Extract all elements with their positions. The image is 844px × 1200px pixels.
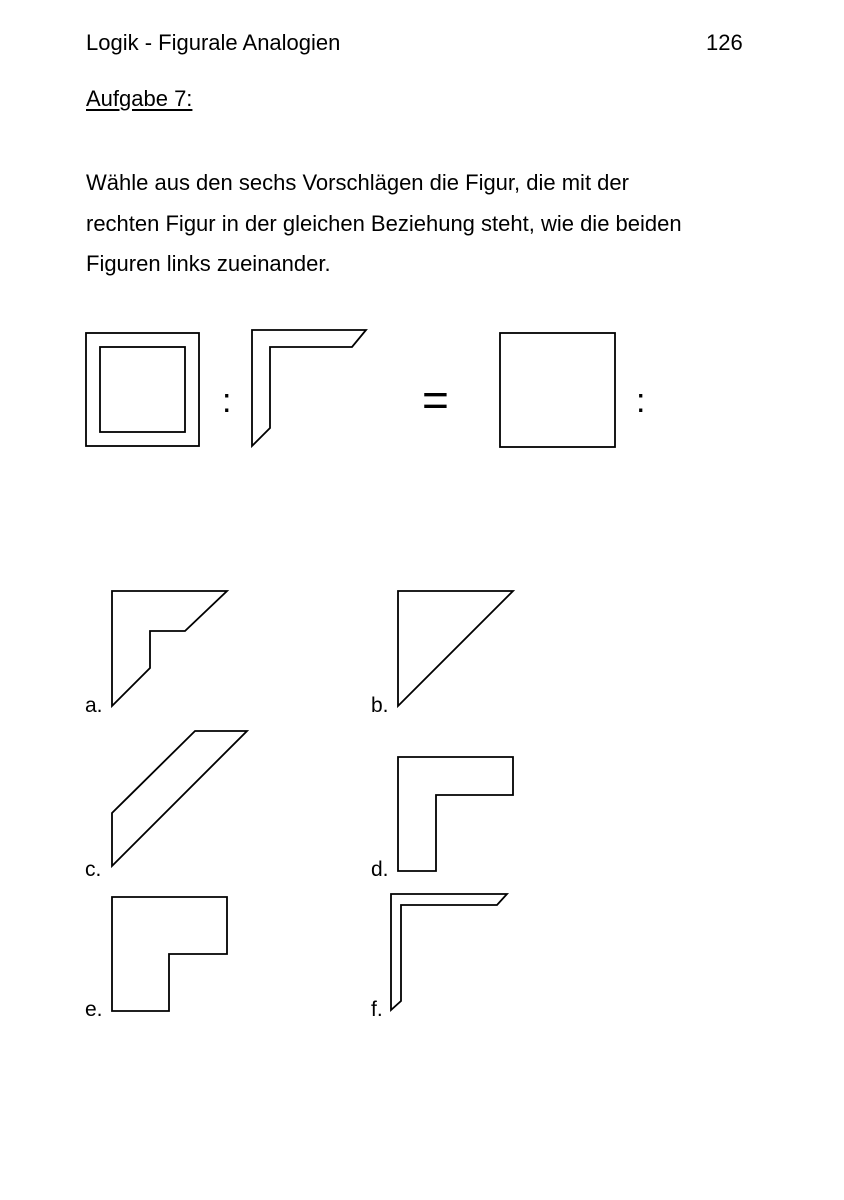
option-c-label: c. [85, 858, 102, 881]
outer-square [86, 333, 199, 446]
instruction-line: Wähle aus den sechs Vorschlägen die Figur, die mit der [86, 170, 629, 195]
analogy-figure-2-corner-frame [252, 330, 366, 446]
option-a [85, 591, 227, 717]
option-e-label: e. [85, 998, 103, 1021]
option-e [85, 897, 227, 1021]
option-d-label: d. [371, 858, 389, 881]
option-c [85, 731, 247, 881]
option-f-label: f. [371, 998, 383, 1021]
option-f [371, 894, 507, 1021]
page-header-title: Logik - Figurale Analogien [86, 30, 341, 55]
inner-square [100, 347, 185, 432]
instruction-line: Figuren links zueinander. [86, 251, 331, 276]
option-c-shape [112, 731, 247, 866]
task-instruction [86, 163, 786, 285]
analogy-figure-3-square [500, 333, 615, 447]
option-b-shape [398, 591, 513, 706]
instruction-line: rechten Figur in der gleichen Beziehung steht, wie die beiden [86, 210, 682, 236]
analogy-separator-2: : [636, 382, 646, 420]
option-e-shape [112, 897, 227, 1011]
option-d [371, 757, 513, 881]
option-a-shape [112, 591, 227, 706]
task-title: Aufgabe 7: [86, 86, 193, 111]
option-b-label: b. [371, 694, 389, 717]
corner-frame-shape [252, 330, 366, 446]
analogy-separator-1: : [222, 382, 232, 420]
option-f-shape [391, 894, 507, 1010]
page-number: 126 [706, 30, 743, 55]
analogy-equals: = [422, 374, 449, 426]
option-d-shape [398, 757, 513, 871]
analogy-figure-1-nested-squares [86, 333, 199, 446]
single-square [500, 333, 615, 447]
option-a-label: a. [85, 694, 103, 717]
option-b [371, 591, 513, 717]
